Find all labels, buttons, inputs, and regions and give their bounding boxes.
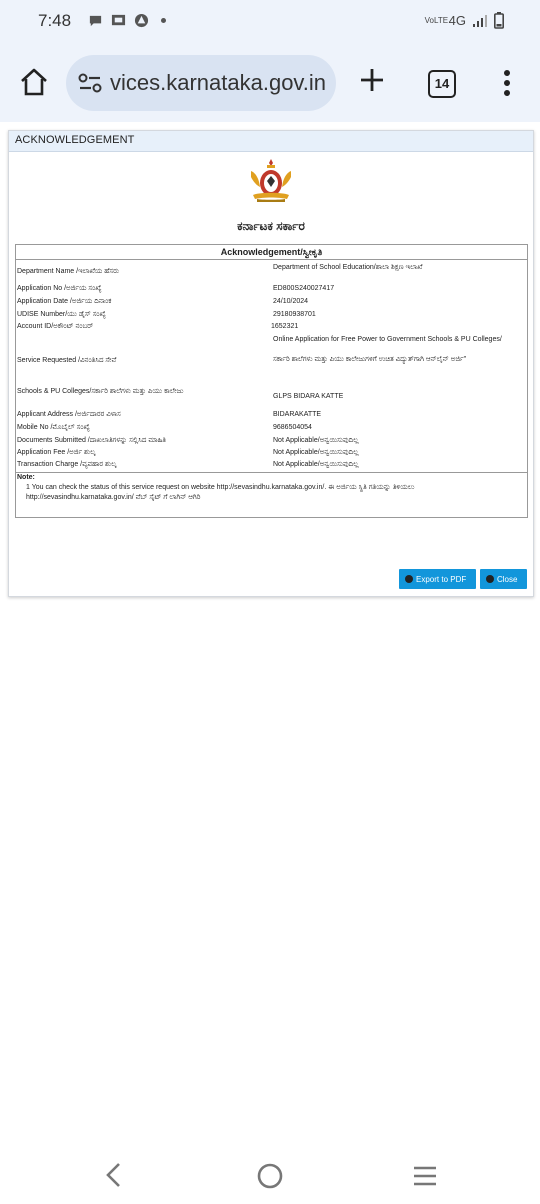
site-settings-icon[interactable] bbox=[78, 73, 102, 93]
dot-icon bbox=[161, 18, 166, 23]
row-label: Application Date /ಅರ್ಜಿಯ ದಿನಾಂಕ bbox=[17, 298, 112, 305]
acknowledgement-title: Acknowledgement/ಸ್ವೀಕೃತಿ bbox=[16, 245, 527, 260]
acknowledgement-panel bbox=[8, 130, 534, 597]
notification-icons bbox=[88, 13, 166, 28]
close-label: Close bbox=[497, 574, 518, 584]
row-label: Service Requested /ವಿನಂತಿಸಿದ ಸೇವೆ bbox=[17, 357, 117, 364]
recent-apps-icon[interactable] bbox=[412, 1165, 438, 1187]
row-label: Transaction Charge /ವ್ಯವಹಾರ ಶುಲ್ಕ bbox=[17, 461, 117, 468]
row-value: ಸರ್ಕಾರಿ ಶಾಲೆಗಳು ಮತ್ತು ಪಿಯು ಕಾಲೇಜುಗಳಿಗೆ ಉಚಿತ ವಿದ್ಯುತ್‌ಗಾಗಿ ಆನ್‌ಲೈನ್ ಅರ್ಜಿ" bbox=[273, 356, 467, 363]
home-circle-icon[interactable] bbox=[257, 1163, 283, 1189]
export-pdf-button[interactable] bbox=[399, 569, 476, 589]
status-time: 7:48 bbox=[38, 11, 72, 30]
row-label: Application No /ಅರ್ಜಿಯ ಸಂಖ್ಯೆ bbox=[17, 285, 102, 292]
back-icon[interactable] bbox=[104, 1162, 124, 1188]
url-text[interactable]: vices.karnataka.gov.in bbox=[110, 70, 327, 95]
row-label: Schools & PU Colleges/ಸರ್ಕಾರಿ ಶಾಲೆಗಳು ಮತ್ತು ಪಿಯು ಕಾಲೇಜು bbox=[17, 388, 184, 395]
export-pdf-label: Export to PDF bbox=[416, 574, 467, 584]
row-label: Department Name /ಇಲಾಖೆಯ ಹೆಸರು bbox=[17, 268, 120, 275]
volte-label: VoLTE bbox=[424, 15, 449, 25]
close-icon bbox=[486, 575, 494, 583]
row-label: Applicant Address /ಅರ್ಜಿದಾರರ ವಿಳಾಸ bbox=[17, 411, 121, 418]
row-value: 24/10/2024 bbox=[273, 298, 309, 305]
row-value: Not Applicable/ಅನ್ವಯಿಸುವುದಿಲ್ಲ bbox=[273, 449, 359, 456]
more-options-icon[interactable] bbox=[500, 68, 514, 98]
note-section bbox=[16, 472, 527, 503]
system-nav-bar bbox=[0, 1148, 540, 1204]
row-value: 1652321 bbox=[271, 323, 299, 330]
row-label: Mobile No /ಮೊಬೈಲ್ ಸಂಖ್ಯೆ bbox=[17, 424, 90, 431]
row-value: GLPS BIDARA KATTE bbox=[273, 393, 344, 400]
note-text: 1 You can check the status of this service request on website http://sevasindhu.karnataka.gov.in/. ಈ ಅರ್ಜಿಯ ಸ್ಥಿತಿ ಗತಿಯನ್ನು ತಿಳಿಯಲು http://sevasindhu.karnataka.gov.in/ ವೆಬ್ ಸೈಟ್ ಗೆ ಲಾಗಿನ್ ಆಗಿರಿ bbox=[26, 484, 415, 501]
row-value: BIDARAKATTE bbox=[273, 411, 322, 418]
screen-icon bbox=[111, 13, 126, 28]
close-button[interactable] bbox=[480, 569, 527, 589]
row-value: Not Applicable/ಅನ್ವಯಿಸುವುದಿಲ್ಲ bbox=[273, 461, 359, 468]
government-title: ಕರ್ನಾಟಕ ಸರ್ಕಾರ bbox=[237, 219, 305, 233]
address-bar[interactable] bbox=[66, 55, 336, 111]
row-value: ED800S240027417 bbox=[273, 285, 335, 292]
new-tab-icon[interactable] bbox=[358, 66, 386, 94]
karnataka-emblem-icon bbox=[245, 157, 297, 205]
row-value: Not Applicable/ಅನ್ವಯಿಸುವುದಿಲ್ಲ bbox=[273, 437, 359, 444]
tab-switcher-button[interactable]: 14 bbox=[428, 70, 456, 98]
row-label: Account ID/ಅಕೌಂಟ್ ನಂಬರ್ bbox=[17, 323, 94, 330]
browser-toolbar bbox=[0, 44, 540, 122]
acknowledgement-table bbox=[15, 244, 528, 518]
row-value: 29180938701 bbox=[273, 311, 316, 318]
battery-icon bbox=[494, 12, 504, 29]
network-label: 4G bbox=[448, 13, 466, 28]
row-label: Application Fee /ಅರ್ಜಿ ಶುಲ್ಕ bbox=[17, 449, 96, 456]
download-icon bbox=[405, 575, 413, 583]
chat-icon bbox=[88, 13, 103, 28]
alert-icon bbox=[134, 13, 149, 28]
row-value: Department of School Education/ಶಾಲಾ ಶಿಕ್ಷಣ ಇಲಾಖೆ bbox=[273, 264, 423, 271]
row-label: Documents Submitted /ದಾಖಲಾತಿಗಳನ್ನು ಸಲ್ಲಿಸಿದ ಮಾಹಿತಿ bbox=[17, 437, 166, 444]
status-bar bbox=[0, 0, 540, 44]
row-value: 9686504054 bbox=[273, 424, 312, 431]
status-right bbox=[425, 12, 504, 29]
panel-header: ACKNOWLEDGEMENT bbox=[9, 131, 533, 152]
note-title: Note: bbox=[17, 474, 35, 481]
row-value: Online Application for Free Power to Government Schools & PU Colleges/ bbox=[273, 336, 502, 343]
home-icon[interactable] bbox=[18, 66, 50, 98]
signal-icon bbox=[472, 14, 488, 28]
row-label: UDISE Number/ಯು ಡೈಸ್ ಸಂಖ್ಯೆ bbox=[17, 311, 106, 318]
